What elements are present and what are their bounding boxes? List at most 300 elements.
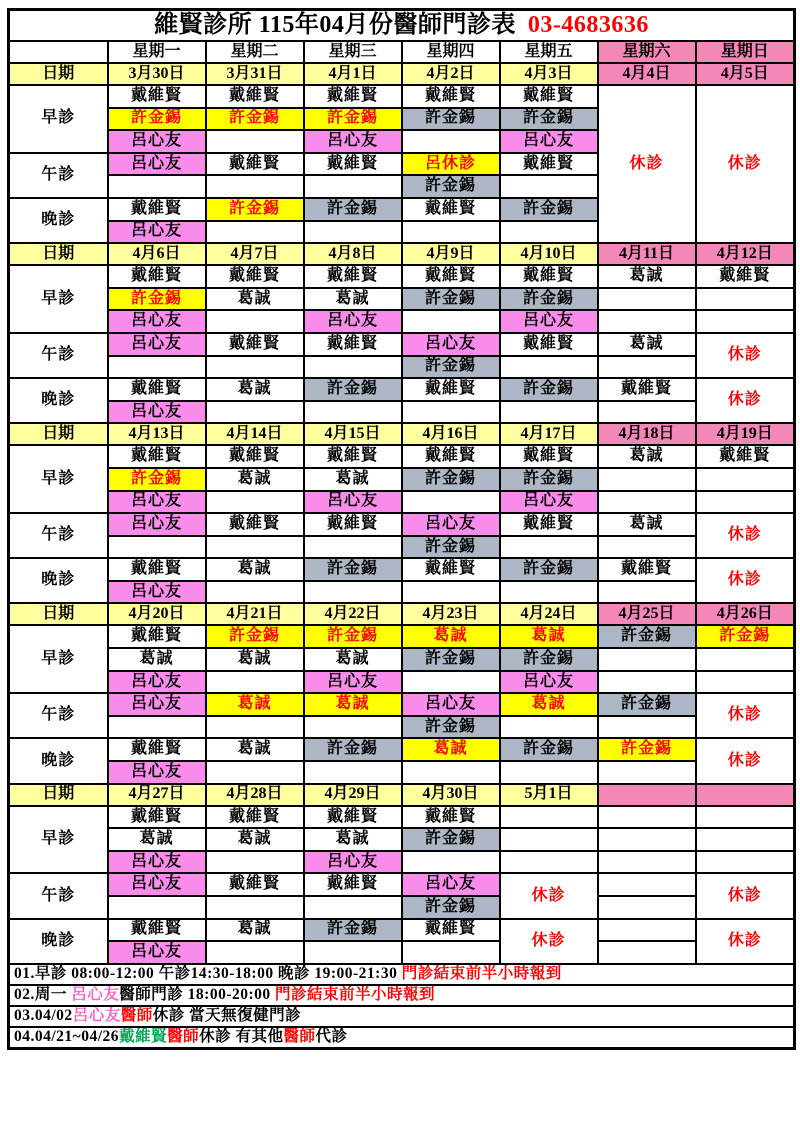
doctor-cell: 戴維賢: [108, 558, 206, 581]
doctor-cell: 許金錫: [500, 288, 598, 311]
date-row: [9, 784, 795, 806]
schedule-row: [9, 671, 795, 694]
doctor-cell: 許金錫: [500, 378, 598, 401]
closed-cell: 休診: [696, 693, 795, 738]
empty-cell: [206, 130, 304, 153]
note-text-segment: 休診 有其他: [199, 1028, 284, 1046]
empty-cell: [402, 491, 500, 514]
doctor-cell: 呂心友: [500, 491, 598, 514]
doctor-cell: 戴維賢: [500, 153, 598, 176]
session-label: 晚診: [9, 198, 108, 243]
doctor-cell: 許金錫: [402, 716, 500, 739]
date-row: [9, 603, 795, 625]
empty-cell: [500, 716, 598, 739]
schedule-row: [9, 625, 795, 648]
empty-cell: [206, 536, 304, 559]
empty-cell: [500, 175, 598, 198]
date-row-label: 日期: [9, 63, 108, 85]
date-cell: 4月9日: [402, 243, 500, 265]
doctor-cell: 許金錫: [304, 558, 402, 581]
doctor-cell: 戴維賢: [500, 513, 598, 536]
doctor-cell: 戴維賢: [108, 85, 206, 108]
doctor-cell: 呂心友: [108, 310, 206, 333]
corner-cell: [9, 41, 108, 63]
doctor-cell: 呂心友: [402, 513, 500, 536]
schedule-row: [9, 716, 795, 739]
date-cell: 4月5日: [696, 63, 795, 85]
session-label: 早診: [9, 85, 108, 153]
doctor-cell: 呂心友: [108, 873, 206, 896]
doctor-cell: 戴維賢: [108, 806, 206, 829]
doctor-cell: 戴維賢: [402, 85, 500, 108]
empty-cell: [598, 716, 696, 739]
empty-cell: [696, 828, 795, 851]
date-cell: 3月31日: [206, 63, 304, 85]
page-title: 維賢診所 115年04月份醫師門診表: [154, 11, 516, 38]
doctor-cell: 呂心友: [108, 761, 206, 784]
empty-cell: [206, 175, 304, 198]
empty-cell: [500, 356, 598, 379]
empty-cell: [598, 919, 696, 942]
note-row: [9, 1027, 795, 1049]
doctor-cell: 戴維賢: [304, 153, 402, 176]
schedule-row: [9, 468, 795, 491]
closed-cell: 休診: [696, 919, 795, 964]
note-text-segment: 醫師: [120, 1007, 153, 1025]
doctor-cell: 戴維賢: [108, 738, 206, 761]
schedule-row: [9, 85, 795, 108]
doctor-cell: 許金錫: [304, 919, 402, 942]
doctor-cell: 葛誠: [402, 625, 500, 648]
closed-cell: 休診: [696, 558, 795, 603]
doctor-cell: 戴維賢: [304, 513, 402, 536]
schedule-row: [9, 828, 795, 851]
empty-cell: [402, 851, 500, 874]
doctor-cell: 葛誠: [304, 828, 402, 851]
date-cell: 4月23日: [402, 603, 500, 625]
note-text-segment: 代診: [315, 1028, 348, 1046]
note-text-segment: 03.04/02: [14, 1007, 73, 1025]
empty-cell: [598, 536, 696, 559]
doctor-cell: 呂心友: [108, 491, 206, 514]
closed-cell: 休診: [696, 378, 795, 423]
doctor-cell: 戴維賢: [402, 378, 500, 401]
schedule-row: [9, 851, 795, 874]
note-text-segment: 醫師: [283, 1028, 316, 1046]
schedule-row: [9, 265, 795, 288]
doctor-cell: 葛誠: [304, 288, 402, 311]
doctor-cell: 葛誠: [206, 648, 304, 671]
empty-cell: [598, 671, 696, 694]
doctor-cell: 葛誠: [108, 648, 206, 671]
schedule-row: [9, 356, 795, 379]
session-label: 早診: [9, 625, 108, 693]
empty-cell: [402, 581, 500, 604]
doctor-cell: 呂休診: [402, 153, 500, 176]
empty-cell: [206, 896, 304, 919]
session-label: 早診: [9, 806, 108, 874]
note-text-segment: 02.周一: [14, 986, 72, 1004]
schedule-row: [9, 873, 795, 896]
doctor-cell: 許金錫: [402, 536, 500, 559]
empty-cell: [500, 851, 598, 874]
weekday-header: 星期三: [304, 41, 402, 63]
schedule-row: [9, 648, 795, 671]
empty-cell: [108, 356, 206, 379]
doctor-cell: 戴維賢: [598, 378, 696, 401]
session-label: 晚診: [9, 738, 108, 783]
doctor-cell: 戴維賢: [108, 919, 206, 942]
empty-cell: [206, 671, 304, 694]
title-row: [9, 10, 795, 42]
closed-cell: 休診: [696, 333, 795, 378]
doctor-cell: 葛誠: [206, 288, 304, 311]
empty-cell: [500, 761, 598, 784]
date-row: [9, 63, 795, 85]
doctor-cell: 呂心友: [500, 130, 598, 153]
session-label: 晚診: [9, 919, 108, 964]
doctor-cell: 戴維賢: [304, 873, 402, 896]
doctor-cell: 戴維賢: [402, 265, 500, 288]
date-cell: 4月6日: [108, 243, 206, 265]
empty-cell: [206, 491, 304, 514]
session-label: 午診: [9, 513, 108, 558]
empty-cell: [696, 288, 795, 311]
doctor-cell: 許金錫: [500, 558, 598, 581]
empty-cell: [206, 761, 304, 784]
doctor-cell: 呂心友: [108, 130, 206, 153]
empty-cell: [402, 671, 500, 694]
date-cell: 4月8日: [304, 243, 402, 265]
date-cell: 4月24日: [500, 603, 598, 625]
date-cell: 4月22日: [304, 603, 402, 625]
doctor-cell: 許金錫: [206, 108, 304, 131]
doctor-cell: 呂心友: [402, 333, 500, 356]
doctor-cell: 呂心友: [108, 851, 206, 874]
weekday-header: 星期二: [206, 41, 304, 63]
doctor-cell: 葛誠: [304, 693, 402, 716]
date-cell: 4月2日: [402, 63, 500, 85]
doctor-cell: 葛誠: [206, 558, 304, 581]
doctor-cell: 戴維賢: [696, 265, 795, 288]
empty-cell: [304, 175, 402, 198]
doctor-cell: 戴維賢: [206, 445, 304, 468]
closed-cell: 休診: [696, 513, 795, 558]
schedule-row: [9, 536, 795, 559]
doctor-cell: 葛誠: [598, 265, 696, 288]
doctor-cell: 戴維賢: [500, 333, 598, 356]
empty-cell: [598, 310, 696, 333]
empty-cell: [500, 581, 598, 604]
schedule-row: [9, 693, 795, 716]
doctor-cell: 戴維賢: [108, 378, 206, 401]
doctor-cell: 許金錫: [402, 648, 500, 671]
doctor-cell: 葛誠: [108, 828, 206, 851]
empty-cell: [598, 806, 696, 829]
doctor-cell: 呂心友: [108, 513, 206, 536]
empty-cell: [206, 581, 304, 604]
session-label: 午診: [9, 693, 108, 738]
doctor-cell: 葛誠: [598, 513, 696, 536]
empty-cell: [304, 941, 402, 964]
doctor-cell: 呂心友: [108, 221, 206, 244]
session-label: 午診: [9, 873, 108, 918]
empty-cell: [206, 941, 304, 964]
empty-cell: [696, 468, 795, 491]
note-text-segment: 呂心友: [72, 1007, 121, 1025]
empty-cell: [108, 536, 206, 559]
empty-cell: [206, 356, 304, 379]
date-cell: 4月13日: [108, 423, 206, 445]
weekday-header: 星期日: [696, 41, 795, 63]
date-row: [9, 423, 795, 445]
date-row-label: 日期: [9, 423, 108, 445]
date-cell: 4月15日: [304, 423, 402, 445]
schedule-row: [9, 896, 795, 919]
date-cell: 4月12日: [696, 243, 795, 265]
empty-cell: [598, 896, 696, 919]
note-cell: [9, 964, 795, 985]
date-row-label: 日期: [9, 784, 108, 806]
empty-cell: [402, 310, 500, 333]
doctor-cell: 許金錫: [402, 356, 500, 379]
empty-cell: [304, 896, 402, 919]
date-cell: 4月21日: [206, 603, 304, 625]
doctor-cell: 許金錫: [304, 378, 402, 401]
doctor-cell: 許金錫: [304, 198, 402, 221]
doctor-cell: 戴維賢: [206, 85, 304, 108]
empty-cell: [206, 221, 304, 244]
empty-cell: [206, 851, 304, 874]
title-cell: [9, 10, 795, 42]
empty-cell: [402, 130, 500, 153]
date-cell: 4月18日: [598, 423, 696, 445]
doctor-cell: 葛誠: [500, 625, 598, 648]
note-text-segment: 01.早診 08:00-12:00 午診14:30-18:00 晚診 19:00-21:30: [14, 965, 402, 983]
doctor-cell: 許金錫: [304, 738, 402, 761]
empty-cell: [598, 468, 696, 491]
date-cell: 4月3日: [500, 63, 598, 85]
doctor-cell: 戴維賢: [500, 85, 598, 108]
date-cell: 4月28日: [206, 784, 304, 806]
doctor-cell: 戴維賢: [402, 198, 500, 221]
date-cell: 4月17日: [500, 423, 598, 445]
date-cell: 4月26日: [696, 603, 795, 625]
empty-cell: [696, 806, 795, 829]
clinic-phone: 03-4683636: [527, 11, 649, 38]
closed-cell: 休診: [696, 738, 795, 783]
doctor-cell: 戴維賢: [500, 265, 598, 288]
note-row: [9, 1006, 795, 1027]
closed-cell: 休診: [598, 85, 696, 243]
note-cell: [9, 1027, 795, 1049]
doctor-cell: 戴維賢: [108, 445, 206, 468]
doctor-cell: 許金錫: [500, 198, 598, 221]
doctor-cell: 許金錫: [206, 198, 304, 221]
doctor-cell: 呂心友: [108, 333, 206, 356]
note-text-segment: 醫師門診 18:00-20:00: [119, 986, 276, 1004]
doctor-cell: 戴維賢: [500, 445, 598, 468]
doctor-cell: 呂心友: [108, 941, 206, 964]
date-cell: 4月14日: [206, 423, 304, 445]
session-label: 晚診: [9, 378, 108, 423]
empty-cell: [598, 761, 696, 784]
doctor-cell: 葛誠: [206, 378, 304, 401]
doctor-cell: 戴維賢: [696, 445, 795, 468]
date-cell: 4月16日: [402, 423, 500, 445]
empty-cell: [598, 356, 696, 379]
empty-cell: [304, 356, 402, 379]
session-label: 早診: [9, 445, 108, 513]
note-row: [9, 964, 795, 985]
doctor-cell: 許金錫: [598, 693, 696, 716]
doctor-cell: 戴維賢: [304, 265, 402, 288]
doctor-cell: 戴維賢: [598, 558, 696, 581]
empty-cell: [304, 716, 402, 739]
weekday-header: 星期一: [108, 41, 206, 63]
doctor-cell: 呂心友: [500, 671, 598, 694]
schedule-row: [9, 333, 795, 356]
schedule-row: [9, 761, 795, 784]
schedule-row: [9, 378, 795, 401]
empty-cell: [206, 716, 304, 739]
date-cell: 4月20日: [108, 603, 206, 625]
doctor-cell: 許金錫: [500, 468, 598, 491]
doctor-cell: 呂心友: [108, 153, 206, 176]
doctor-cell: 呂心友: [304, 671, 402, 694]
closed-cell: 休診: [696, 85, 795, 243]
doctor-cell: 葛誠: [500, 693, 598, 716]
doctor-cell: 戴維賢: [304, 333, 402, 356]
note-text-segment: 門診結束前半小時報到: [275, 986, 436, 1004]
empty-cell: [598, 828, 696, 851]
empty-cell: [500, 828, 598, 851]
doctor-cell: 戴維賢: [206, 806, 304, 829]
doctor-cell: 戴維賢: [206, 333, 304, 356]
empty-cell: [304, 221, 402, 244]
doctor-cell: 戴維賢: [402, 806, 500, 829]
schedule-row: [9, 491, 795, 514]
doctor-cell: 許金錫: [598, 625, 696, 648]
doctor-cell: 許金錫: [500, 738, 598, 761]
date-cell: 4月27日: [108, 784, 206, 806]
empty-cell: [402, 761, 500, 784]
note-cell: [9, 985, 795, 1006]
doctor-cell: 戴維賢: [206, 153, 304, 176]
doctor-cell: 葛誠: [304, 648, 402, 671]
doctor-cell: 戴維賢: [108, 625, 206, 648]
empty-cell: [500, 536, 598, 559]
schedule-table: [7, 8, 796, 1050]
empty-cell: [402, 221, 500, 244]
empty-cell: [598, 873, 696, 896]
weekday-header: 星期五: [500, 41, 598, 63]
doctor-cell: 許金錫: [402, 468, 500, 491]
doctor-cell: 許金錫: [304, 625, 402, 648]
doctor-cell: 戴維賢: [304, 806, 402, 829]
session-label: 午診: [9, 333, 108, 378]
schedule-row: [9, 806, 795, 829]
doctor-cell: 許金錫: [500, 648, 598, 671]
empty-cell: [304, 581, 402, 604]
empty-cell: [598, 491, 696, 514]
empty-cell: [696, 671, 795, 694]
doctor-cell: 許金錫: [402, 288, 500, 311]
doctor-cell: 許金錫: [402, 108, 500, 131]
doctor-cell: 戴維賢: [206, 873, 304, 896]
doctor-cell: 呂心友: [108, 401, 206, 424]
empty-cell: [598, 941, 696, 964]
date-cell: 4月19日: [696, 423, 795, 445]
doctor-cell: 許金錫: [108, 108, 206, 131]
doctor-cell: 許金錫: [206, 625, 304, 648]
empty-cell: [696, 851, 795, 874]
empty-cell: [598, 288, 696, 311]
date-cell: 4月4日: [598, 63, 696, 85]
doctor-cell: 戴維賢: [402, 558, 500, 581]
weekday-header: 星期六: [598, 41, 696, 63]
empty-cell: [108, 175, 206, 198]
date-cell: 4月25日: [598, 603, 696, 625]
doctor-cell: 呂心友: [402, 693, 500, 716]
empty-cell: [402, 941, 500, 964]
note-text-segment: 休診 當天無復健門診: [152, 1007, 302, 1025]
empty-cell: [500, 806, 598, 829]
doctor-cell: 葛誠: [206, 738, 304, 761]
note-row: [9, 985, 795, 1006]
doctor-cell: 呂心友: [402, 873, 500, 896]
doctor-cell: 許金錫: [402, 828, 500, 851]
doctor-cell: 戴維賢: [206, 513, 304, 536]
empty-cell: [206, 310, 304, 333]
empty-cell: [304, 401, 402, 424]
schedule-row: [9, 310, 795, 333]
doctor-cell: 葛誠: [598, 445, 696, 468]
doctor-cell: 呂心友: [108, 581, 206, 604]
session-label: 午診: [9, 153, 108, 198]
doctor-cell: 葛誠: [598, 333, 696, 356]
doctor-cell: 許金錫: [304, 108, 402, 131]
schedule-row: [9, 919, 795, 942]
schedule-row: [9, 513, 795, 536]
schedule-row: [9, 941, 795, 964]
empty-cell: [500, 221, 598, 244]
note-cell: [9, 1006, 795, 1027]
doctor-cell: 呂心友: [108, 693, 206, 716]
doctor-cell: 呂心友: [108, 671, 206, 694]
doctor-cell: 許金錫: [402, 896, 500, 919]
doctor-cell: 戴維賢: [108, 265, 206, 288]
doctor-cell: 呂心友: [304, 310, 402, 333]
weekday-header-row: [9, 41, 795, 63]
date-cell: [696, 784, 795, 806]
empty-cell: [598, 851, 696, 874]
session-label: 早診: [9, 265, 108, 333]
doctor-cell: 葛誠: [206, 468, 304, 491]
date-row-label: 日期: [9, 243, 108, 265]
empty-cell: [304, 761, 402, 784]
doctor-cell: 許金錫: [402, 175, 500, 198]
date-cell: [598, 784, 696, 806]
empty-cell: [598, 401, 696, 424]
date-row: [9, 243, 795, 265]
date-cell: 5月1日: [500, 784, 598, 806]
doctor-cell: 葛誠: [206, 828, 304, 851]
empty-cell: [206, 401, 304, 424]
date-cell: 3月30日: [108, 63, 206, 85]
doctor-cell: 葛誠: [206, 919, 304, 942]
empty-cell: [598, 581, 696, 604]
